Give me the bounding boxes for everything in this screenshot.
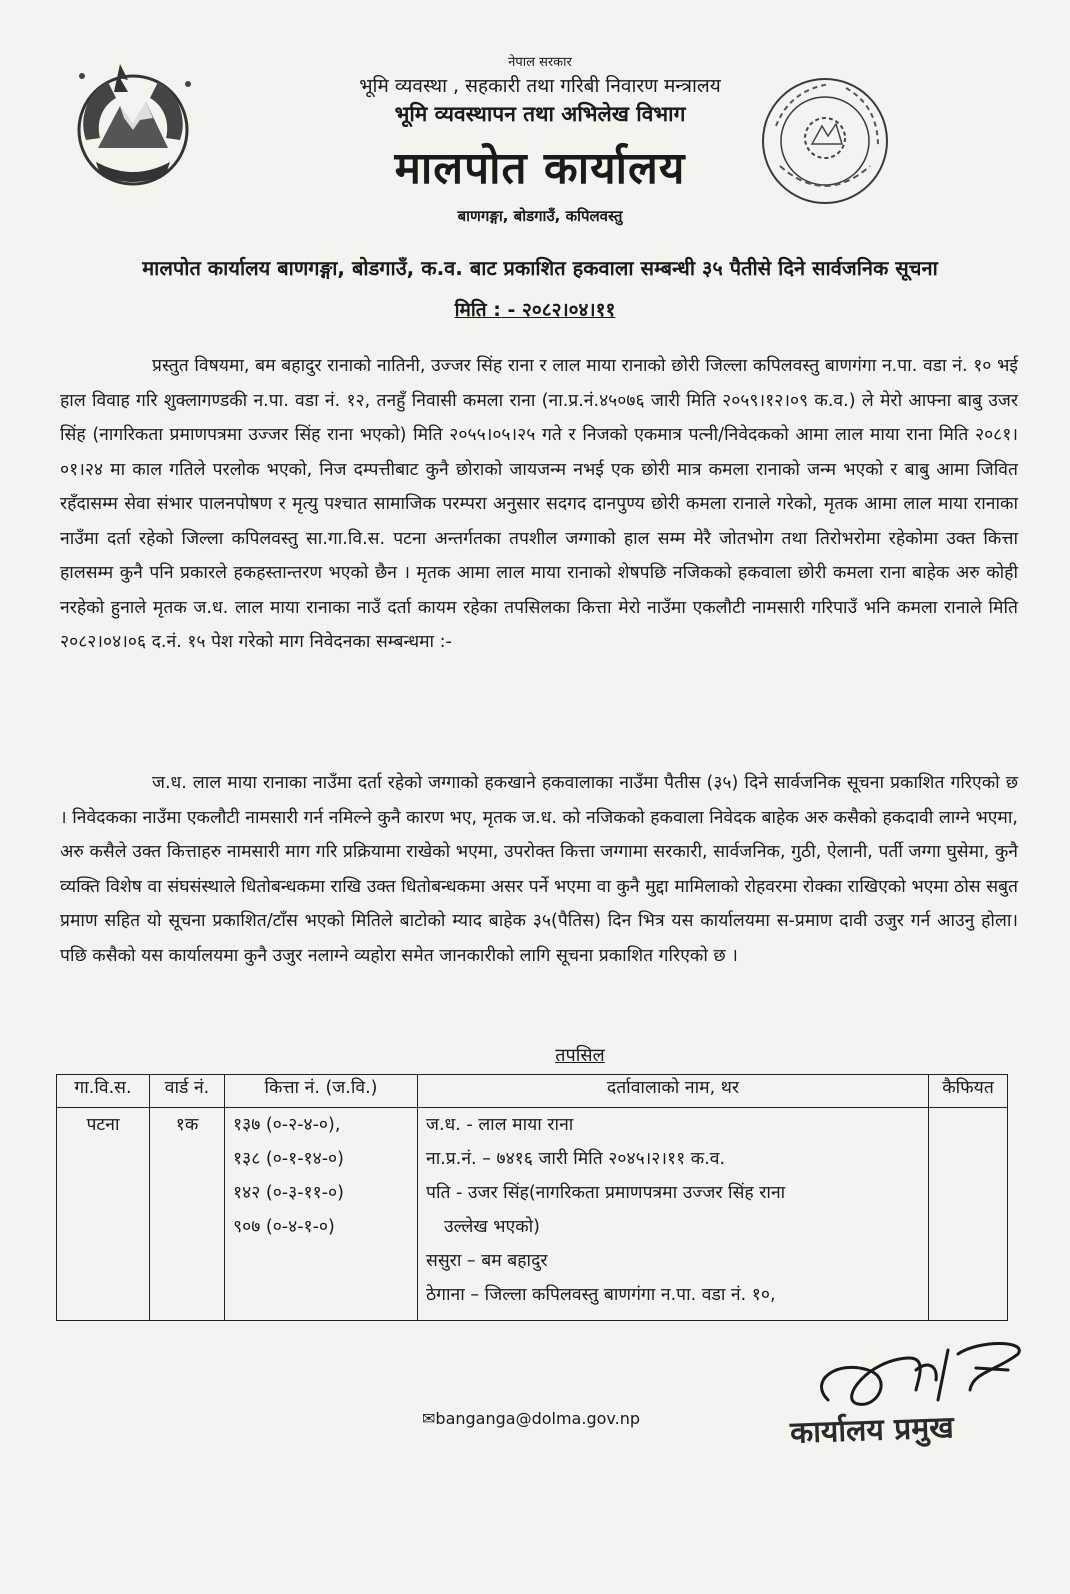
owner-detail-line: ससुरा – बम बहादुर xyxy=(426,1251,548,1271)
notice-date-text: मिति : - २०८२।०४।११ xyxy=(454,299,616,321)
office-address: बाणगङ्गा, बोडगाउँ, कपिलवस्तु xyxy=(457,207,623,225)
government-emblem-icon xyxy=(58,58,208,198)
government-label: नेपाल सरकार xyxy=(508,55,572,70)
office-name: मालपोत कार्यालय xyxy=(394,143,686,194)
cell-remarks xyxy=(929,1108,1008,1321)
cell-plots xyxy=(225,1108,418,1321)
table-header-row xyxy=(57,1075,1008,1108)
plot-entry: ९०७ (०-४-१-०) xyxy=(233,1217,335,1237)
cell-ward xyxy=(150,1108,225,1321)
owner-detail-line: ज.ध. - लाल माया राना xyxy=(426,1115,574,1135)
plot-entry: १३७ (०-२-४-०), xyxy=(233,1115,341,1135)
plot-entry: १३८ (०-१-१४-०) xyxy=(233,1149,344,1169)
ministry-name: भूमि व्यवस्था , सहकारी तथा गरिबी निवारण मन्त्रालय xyxy=(359,75,721,97)
column-header-remarks: कैफियत xyxy=(929,1075,1008,1108)
vdc-value: पटना xyxy=(86,1115,120,1135)
column-header-ward: वार्ड नं. xyxy=(150,1075,225,1108)
office-email[interactable] xyxy=(422,1409,640,1428)
schedule-heading: तपसिल xyxy=(555,1045,605,1066)
notice-date xyxy=(0,296,1070,322)
land-schedule-table xyxy=(56,1074,1008,1321)
cell-owner-details xyxy=(418,1108,929,1321)
owner-detail-line: ठेगाना – जिल्ला कपिलवस्तु बाणगंगा न.पा. वडा नं. १०, xyxy=(426,1285,776,1305)
owner-detail-line: ना.प्र.नं. – ७४१६ जारी मिति २०४५।२।११ क.व. xyxy=(426,1149,726,1169)
email-address: banganga@dolma.gov.np xyxy=(435,1409,640,1428)
table-row xyxy=(57,1108,1008,1321)
plot-entry: १४२ (०-३-११-०) xyxy=(233,1183,344,1203)
notice-title: मालपोत कार्यालय बाणगङ्गा, बोडगाउँ, क.व. बाट प्रकाशित हकवाला सम्बन्धी ३५ पैतीसे दिने सार्वजनिक सूचना xyxy=(142,256,938,280)
ward-value: १क xyxy=(175,1115,199,1135)
notice-paragraph-1: प्रस्तुत विषयमा, बम बहादुर रानाको नातिनी, उज्जर सिंह राना र लाल माया रानाको छोरी जिल्ला कपिलवस्तु बाणगंगा न.पा. वडा नं. १० भई हाल विवाह गरि शुक्लागण्डकी न.पा. वडा नं. १२, तनहुँ निवासी कमला राना (ना.प्र.नं.४५०७६ जारी मिति २०५९।१२।०९ क.व.) ले मेरो आफ्ना बाबु उजर सिंह (नागरिकता प्रमाणपत्रमा उज्जर सिंह राना भएको) मिति २०५५।०५।२५ गते र निजको एकमात्र पत्नी/निवेदकको आमा लाल माया राना मिति २०८१।०१।२४ मा काल गतिले परलोक भएको, निज दम्पत्तीबाट कुनै छोराको जायजन्म नभई एक छोरी मात्र कमला रानाको जन्म भएको र बाबु आमा जिवित रहँदासम्म सेवा संभार पालनपोषण र मृत्यु पश्चात सामाजिक परम्परा अनुसार सदगद दानपुण्य छोरी कमला रानाले गरेको, मृतक आमा लाल माया रानाका नाउँमा दर्ता रहेको जिल्ला कपिलवस्तु सा.गा.वि.स. पटना अन्तर्गतका तपशील जग्गाको हाल सम्म मेरै जोतभोग तथा तिरोभरोमा रहेकोमा उक्त कित्ता हालसम्म कुनै पनि प्रकारले हकहस्तान्तरण भएको छैन । मृतक आमा लाल माया रानाको शेषपछि नजिकको हकवाला छोरी कमला राना बाहेक अरु कोही नरहेको हुनाले मृतक ज.ध. लाल माया रानाका नाउँ दर्ता कायम रहेका तपसिलका कित्ता मेरो नाउँमा एकलौटी नामसारी गरिपाउँ भनि कमला रानाले मिति २०८२।०४।०६ द.नं. १५ पेश गरेको माग निवेदनका सम्बन्धमा :- xyxy=(60,356,1018,652)
signatory-title: कार्यालय प्रमुख xyxy=(789,1410,955,1451)
envelope-icon: ✉ xyxy=(422,1409,436,1428)
cell-vdc xyxy=(57,1108,150,1321)
column-header-plot: कित्ता नं. (ज.वि.) xyxy=(225,1075,418,1108)
column-header-vdc: गा.वि.स. xyxy=(57,1075,150,1108)
column-header-owner: दर्तावालाको नाम, थर xyxy=(418,1075,929,1108)
owner-detail-line: पति - उजर सिंह(नागरिकता प्रमाणपत्रमा उज्जर सिंह राना xyxy=(426,1183,786,1203)
notice-paragraph-2: ज.ध. लाल माया रानाका नाउँमा दर्ता रहेको जग्गाको हकखाने हकवालाका नाउँमा पैतीस (३५) दिने सार्वजनिक सूचना प्रकाशित गरिएको छ । निवेदकका नाउँमा एकलौटी नामसारी गर्न नमिल्ने कुनै कारण भए, मृतक ज.ध. को नजिकको हकवाला निवेदक बाहेक अरु कसैको हकदावी लाग्ने भएमा, अरु कसैले उक्त कित्ताहरु नामसारी माग गरि प्रक्रियामा राखेको भएमा, उपरोक्त कित्ता जग्गामा सरकारी, सार्वजनिक, गुठी, ऐलानी, पर्ती जग्गा घुसेमा, कुनै व्यक्ति विशेष वा संघसंस्थाले धितोबन्धकमा राखि उक्त धितोबन्धकमा असर पर्ने भएमा वा कुनै मुद्दा मामिलाको रोहवरमा रोक्का राखिएको भएमा ठोस सबुत प्रमाण सहित यो सूचना प्रकाशित/टाँस भएको मितिले बाटोको म्याद बाहेक ३५(पैतिस) दिन भित्र यस कार्यालयमा स-प्रमाण दावी उजुर गर्न आउनु होला।पछि कसैको यस कार्यालयमा कुनै उजुर नलाग्ने व्यहोरा समेत जानकारीको लागि सूचना प्रकाशित गरिएको छ । xyxy=(60,773,1018,966)
owner-detail-line: उल्लेख भएको) xyxy=(444,1217,541,1237)
office-seal-icon xyxy=(750,66,900,216)
department-name: भूमि व्यवस्थापन तथा अभिलेख विभाग xyxy=(394,102,686,126)
